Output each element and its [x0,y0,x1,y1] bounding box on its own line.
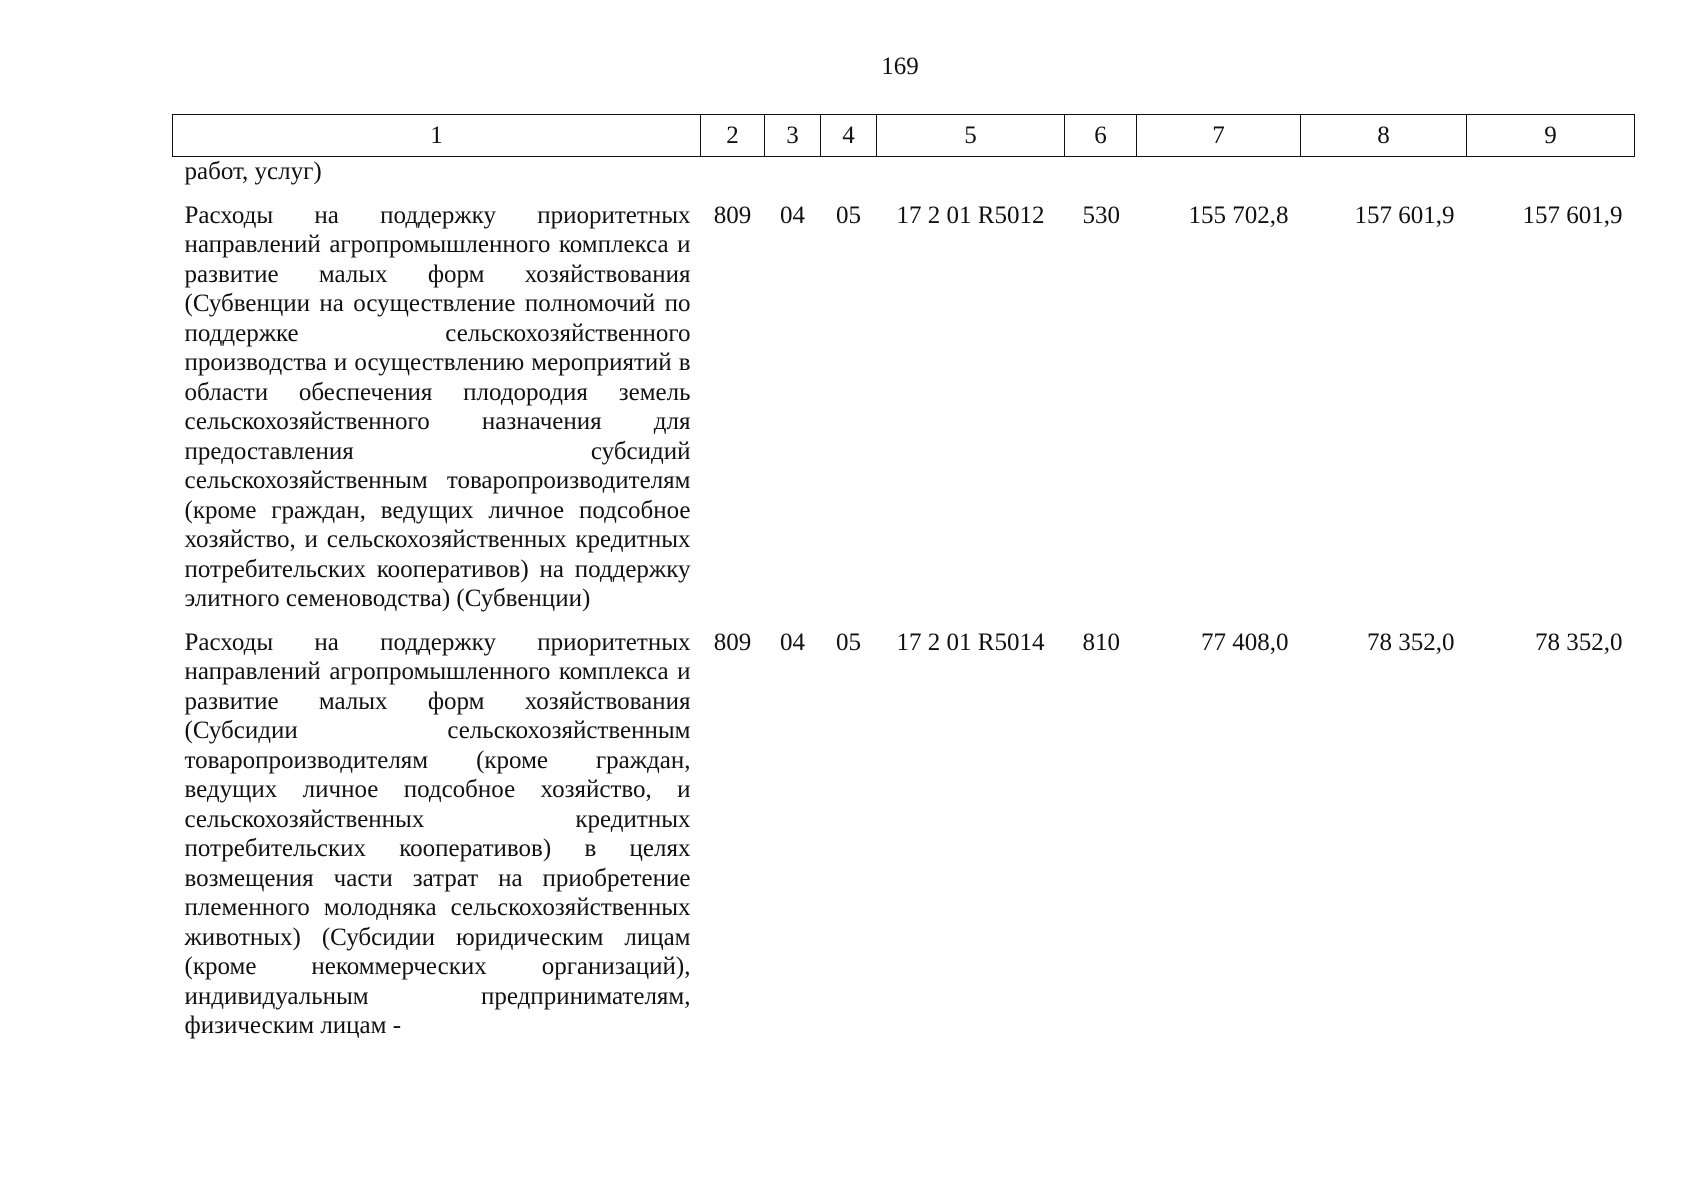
row-col-8: 157 601,9 [1354,201,1455,229]
header-col-6: 6 [1065,115,1137,157]
row-col-9: 157 601,9 [1522,201,1623,229]
row-col-4: 05 [836,628,861,656]
header-col-7: 7 [1137,115,1301,157]
row-col-2: 809 [713,628,752,656]
row-description: Расходы на поддержку приоритетных направлений агропромышленного комплекса и развитие малых форм хозяйствования (Субвенции на осуществление полномочий по поддержке сельскохозяйственного производства и осуществлению мероприятий в области обеспечения плодородия земель сельскохозяйственного назначения для предоставления субсидий сельскохозяйственным товаропроизводителям (кроме граждан, ведущих личное подсобное хозяйство, и сельскохозяйственных кредитных потребительских кооперативов) на поддержку элитного семеноводства) (Субвенции) [184,201,691,612]
header-col-2: 2 [701,115,765,157]
header-col-8: 8 [1301,115,1467,157]
row-col-7: 77 408,0 [1201,628,1289,656]
row-col-2: 809 [713,201,752,229]
row-col-3: 04 [780,201,805,229]
header-col-1: 1 [173,115,701,157]
table-body [173,157,1635,1053]
header-col-9: 9 [1467,115,1635,157]
row-col-3: 04 [780,628,805,656]
continuation-empty [701,157,1635,199]
row-description: Расходы на поддержку приоритетных направлений агропромышленного комплекса и развитие малых форм хозяйствования (Субсидии сельскохозяйственным товаропроизводителям (кроме граждан, ведущих личное подсобное хозяйство, и сельскохозяйственных кредитных потребительских кооперативов) в целях возмещения части затрат на приобретение племенного молодняка сельскохозяйственных животных) (Субсидии юридическим лицам (кроме некоммерческих организаций), индивидуальным предпринимателям, физическим лицам - [184,628,691,1039]
budget-table [172,114,1635,1053]
table-header [173,115,1635,157]
row-col-5: 17 2 01 R5012 [896,201,1045,229]
row-col-5: 17 2 01 R5014 [896,628,1045,656]
page-number: 169 [881,53,919,80]
row-col-6: 530 [1082,201,1120,229]
header-col-3: 3 [765,115,821,157]
row-col-7: 155 702,8 [1188,201,1289,229]
table-row [173,199,1635,626]
row-col-8: 78 352,0 [1367,628,1455,656]
table-row [173,626,1635,1053]
header-col-5: 5 [877,115,1065,157]
continuation-text: работ, услуг) [184,158,322,185]
row-col-6: 810 [1082,628,1120,656]
row-col-4: 05 [836,201,861,229]
header-col-4: 4 [821,115,877,157]
row-col-9: 78 352,0 [1535,628,1623,656]
table-row-continuation [173,157,1635,199]
header-row [173,115,1635,157]
